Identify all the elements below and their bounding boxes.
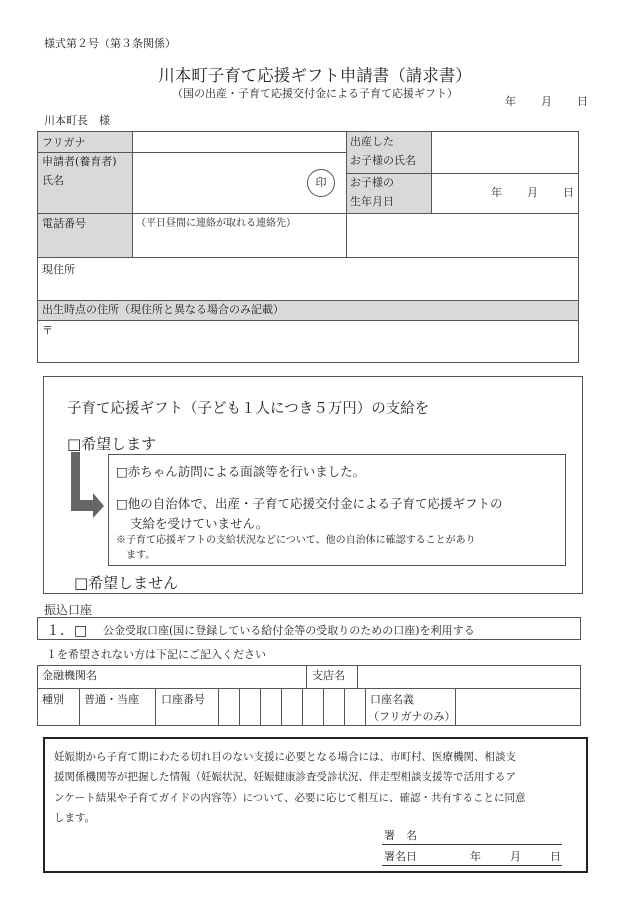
gift-note-line2: ます。	[126, 550, 156, 561]
account-number-label: 口座番号	[161, 693, 205, 706]
form-number: 様式第２号（第３条関係）	[44, 37, 176, 50]
child-name-label-1: 出産した	[350, 135, 394, 148]
furigana-label: フリガナ	[42, 136, 86, 149]
account-number-field[interactable]	[219, 689, 364, 725]
bank-section-title: 振込口座	[44, 603, 93, 617]
sign-date-line	[382, 865, 562, 866]
child-birth-field[interactable]	[432, 174, 578, 212]
gift-heading: 子育て応援ギフト（子ども１人につき５万円）の支給を	[67, 401, 430, 417]
divider	[365, 688, 366, 726]
date-month-label: 月	[541, 95, 552, 108]
branch-label: 支店名	[312, 669, 345, 682]
addressee: 川本町長 様	[44, 114, 110, 127]
sign-day-label: 日	[550, 850, 561, 863]
child-name-label-2: お子様の氏名	[350, 154, 416, 167]
birth-day-label: 日	[563, 186, 574, 199]
sign-month-label: 月	[510, 850, 521, 863]
arrow-icon	[66, 452, 106, 518]
birth-month-label: 月	[527, 186, 538, 199]
postal-mark: 〒	[42, 324, 53, 337]
sign-year-label: 年	[470, 850, 481, 863]
type-value[interactable]: 普通・当座	[84, 693, 139, 706]
check-visit[interactable]: □赤ちゃん訪問による面談等を行いました。	[116, 464, 366, 479]
holder-field[interactable]	[456, 689, 580, 725]
phone-field[interactable]	[133, 230, 345, 256]
child-birth-label-2: 生年月日	[350, 195, 394, 208]
furigana-field[interactable]	[133, 132, 345, 152]
applicant-name-label-2: 氏名	[42, 174, 64, 187]
birth-year-label: 年	[491, 186, 502, 199]
address-label: 現住所	[42, 263, 75, 276]
divider	[79, 688, 80, 726]
holder-label-1: 口座名義	[370, 693, 414, 706]
signature-line	[382, 844, 562, 845]
holder-label-2: （フリガナのみ）	[368, 710, 456, 723]
date-day-label: 日	[577, 95, 588, 108]
divider	[155, 688, 156, 726]
divider	[37, 213, 579, 214]
no-wish-checkbox[interactable]: □希望しません	[74, 574, 179, 592]
institution-field[interactable]	[115, 666, 305, 687]
divider	[306, 665, 307, 688]
option1-checkbox[interactable]: １．□	[46, 623, 88, 639]
option1-text: 公金受取口座(国に登録している給付金等の受取りのための口座)を利用する	[103, 624, 475, 637]
page-subtitle: （国の出産・子育て応援交付金による子育て応援ギフト）	[172, 87, 458, 100]
consent-text-line2: 援関係機関等が把握した情報（妊娠状況、妊娠健康診査受診状況、伴走型相談支援等で活用するア	[54, 771, 516, 783]
sign-date-label: 署名日	[384, 850, 417, 863]
check-other-municipality-line2: 支給を受けていません。	[130, 516, 269, 531]
wish-checkbox[interactable]: □希望します	[67, 435, 157, 453]
consent-text-line3: ンケート結果や子育てガイドの内容等）について、必要に応じて相互に、確認・共有することに同意	[54, 792, 526, 804]
consent-text-line1: 妊娠期から子育て期にわたる切れ目のない支援に必要となる場合には、市町村、医療機関、相談支	[54, 751, 516, 763]
page-title: 川本町子育て応援ギフト申請書（請求書）	[158, 66, 472, 85]
branch-field[interactable]	[358, 666, 580, 687]
consent-text-line4: します。	[54, 812, 96, 824]
phone-label: 電話番号	[42, 217, 86, 230]
gift-note-line1: ※子育て応援ギフトの支給状況などについて、他の自治体に確認することがあり	[116, 535, 476, 546]
bank-instruction: １を希望されない方は下記にご記入ください	[46, 648, 266, 661]
phone-note: （平日昼間に連絡が取れる連絡先）	[136, 218, 296, 229]
birth-address-field[interactable]	[56, 321, 578, 362]
divider	[346, 131, 347, 257]
seal-circle: 印	[307, 169, 335, 197]
child-birth-label-1: お子様の	[350, 176, 394, 189]
address-field[interactable]	[133, 258, 578, 299]
signature-label: 署 名	[384, 829, 417, 842]
applicant-name-label-1: 申請者(養育者)	[42, 155, 117, 168]
birth-address-label: 出生時点の住所（現住所と異なる場合のみ記載）	[42, 303, 284, 316]
type-label: 種別	[42, 693, 64, 706]
child-name-field[interactable]	[432, 132, 578, 172]
applicant-name-field[interactable]	[133, 153, 303, 212]
check-other-municipality[interactable]: □他の自治体で、出産・子育て応援交付金による子育て応援ギフトの	[116, 496, 503, 511]
signature-field[interactable]	[430, 828, 562, 844]
institution-label: 金融機関名	[42, 669, 97, 682]
date-year-label: 年	[505, 95, 516, 108]
divider	[37, 300, 579, 301]
